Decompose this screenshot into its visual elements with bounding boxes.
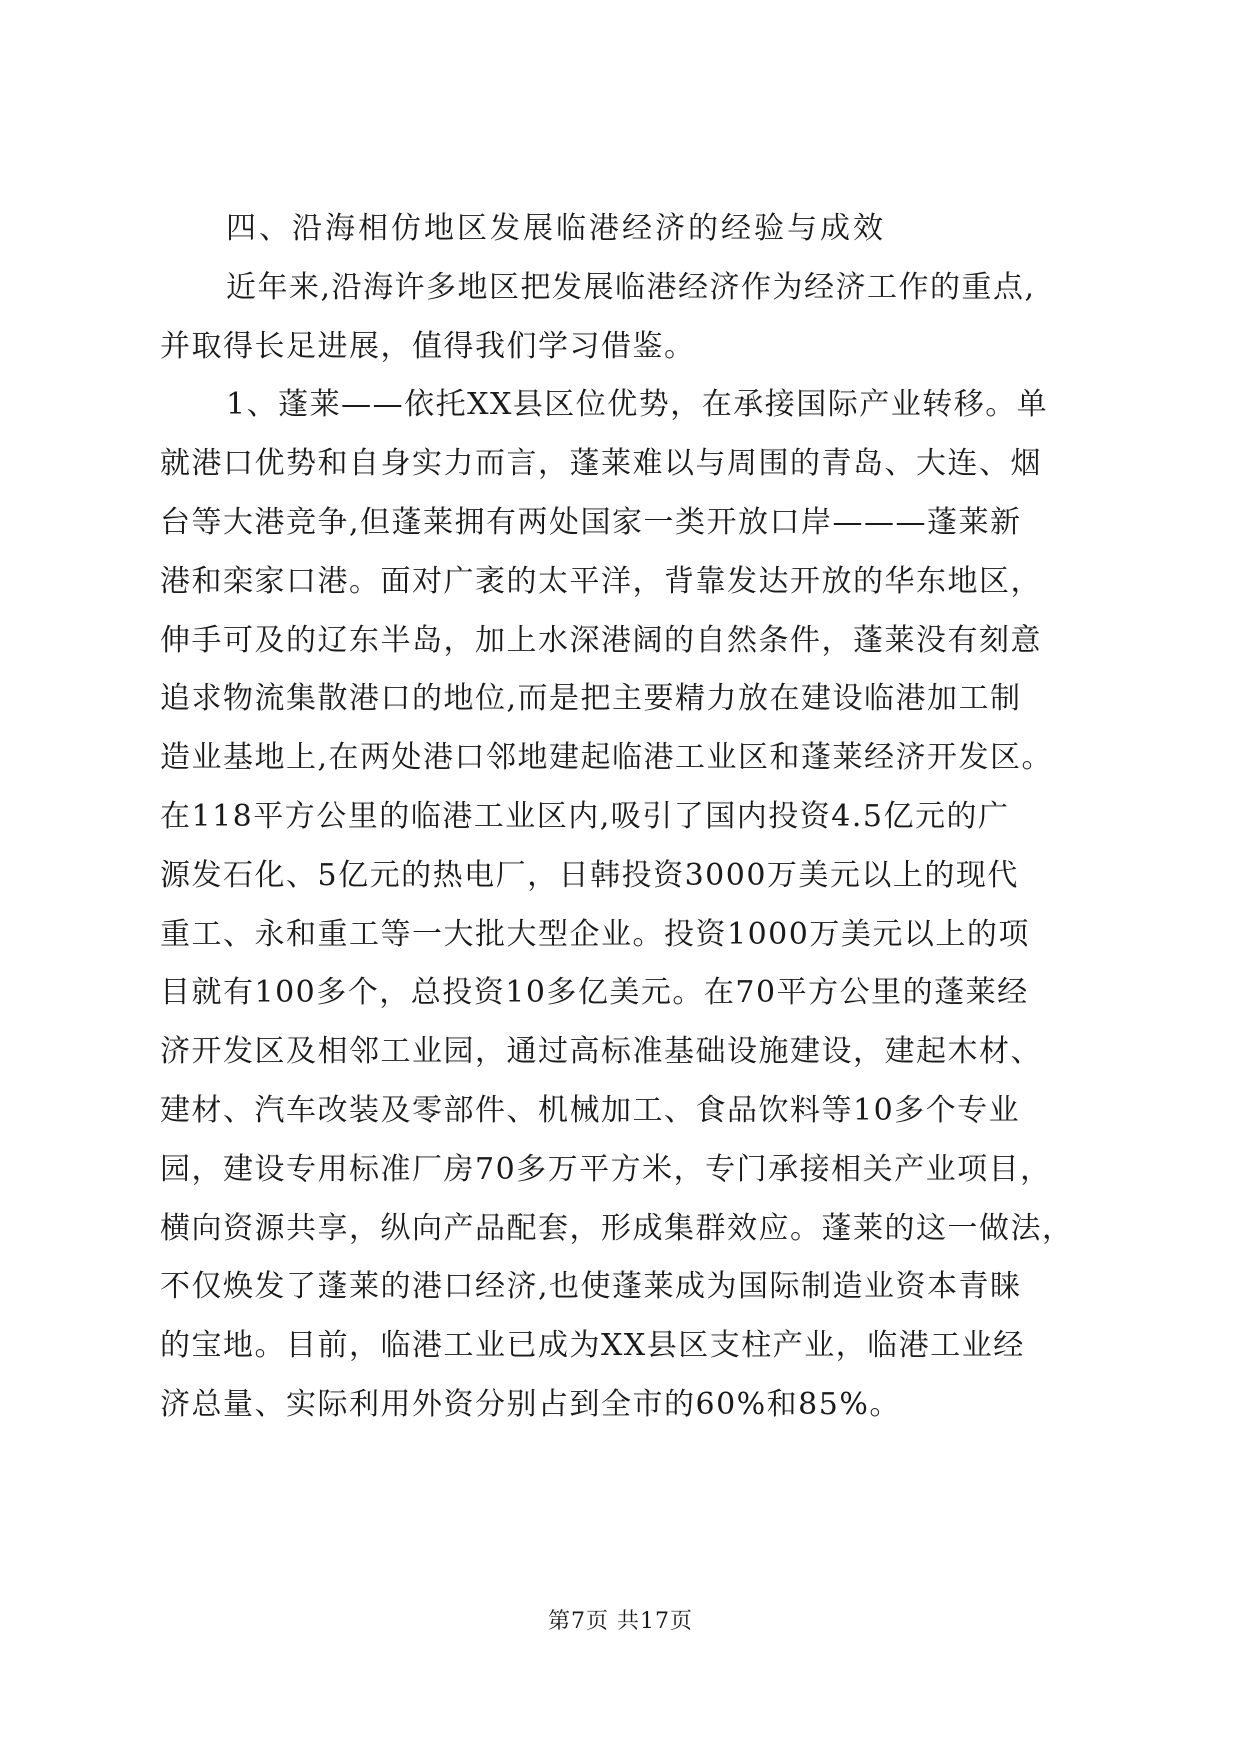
section1-line: 济总量、实际利用外资分别占到全市的60%和85%。	[160, 1386, 901, 1422]
section1-line: 目就有100多个，总投资10多亿美元。在70平方公里的蓬莱经	[160, 975, 1029, 1011]
section1-line: 济开发区及相邻工业园，通过高标准基础设施建设，建起木材、	[160, 1034, 1042, 1070]
section1-line: 伸手可及的辽东半岛，加上水深港阔的自然条件，蓬莱没有刻意	[160, 622, 1042, 658]
section1-line: 港和栾家口港。面对广袤的太平洋，背靠发达开放的华东地区，	[160, 563, 1042, 599]
section1-line: 重工、永和重工等一大批大型企业。投资1000万美元以上的项	[160, 916, 1030, 952]
section1-line: 横向资源共享，纵向产品配套，形成集群效应。蓬莱的这一做法，	[160, 1210, 1074, 1246]
intro-line: 并取得长足进展，值得我们学习借鉴。	[160, 328, 696, 364]
document-body	[160, 200, 1120, 1435]
section-heading: 四、沿海相仿地区发展临港经济的经验与成效	[226, 211, 886, 246]
section1-line: 就港口优势和自身实力而言，蓬莱难以与周围的青岛、大连、烟	[160, 446, 1042, 482]
section1-line: 建材、汽车改装及零部件、机械加工、食品饮料等10多个专业	[160, 1092, 1021, 1128]
intro-line: 近年来,沿海许多地区把发展临港经济作为经济工作的重点,	[226, 269, 1036, 305]
section1-line: 的宝地。目前，临港工业已成为XX县区支柱产业，临港工业经	[160, 1328, 1025, 1364]
section1-line: 追求物流集散港口的地位,而是把主要精力放在建设临港加工制	[160, 681, 1022, 717]
section1-line: 台等大港竞争,但蓬莱拥有两处国家一类开放口岸———蓬莱新	[160, 504, 1022, 540]
section1-line: 在118平方公里的临港工业区内,吸引了国内投资4.5亿元的广	[160, 798, 1010, 834]
section1-line: 源发石化、5亿元的热电厂，日韩投资3000万美元以上的现代	[160, 857, 1019, 893]
page-number-footer: 第7页 共17页	[548, 1609, 693, 1634]
section1-line: 造业基地上,在两处港口邻地建起临港工业区和蓬莱经济开发区。	[160, 740, 1054, 776]
section1-line: 园，建设专用标准厂房70多万平方米，专门承接相关产业项目，	[160, 1151, 1052, 1187]
section1-line: 不仅焕发了蓬莱的港口经济,也使蓬莱成为国际制造业资本青睐	[160, 1269, 1022, 1305]
section1-line: 1、蓬莱——依托XX县区位优势，在承接国际产业转移。单	[226, 387, 1049, 423]
